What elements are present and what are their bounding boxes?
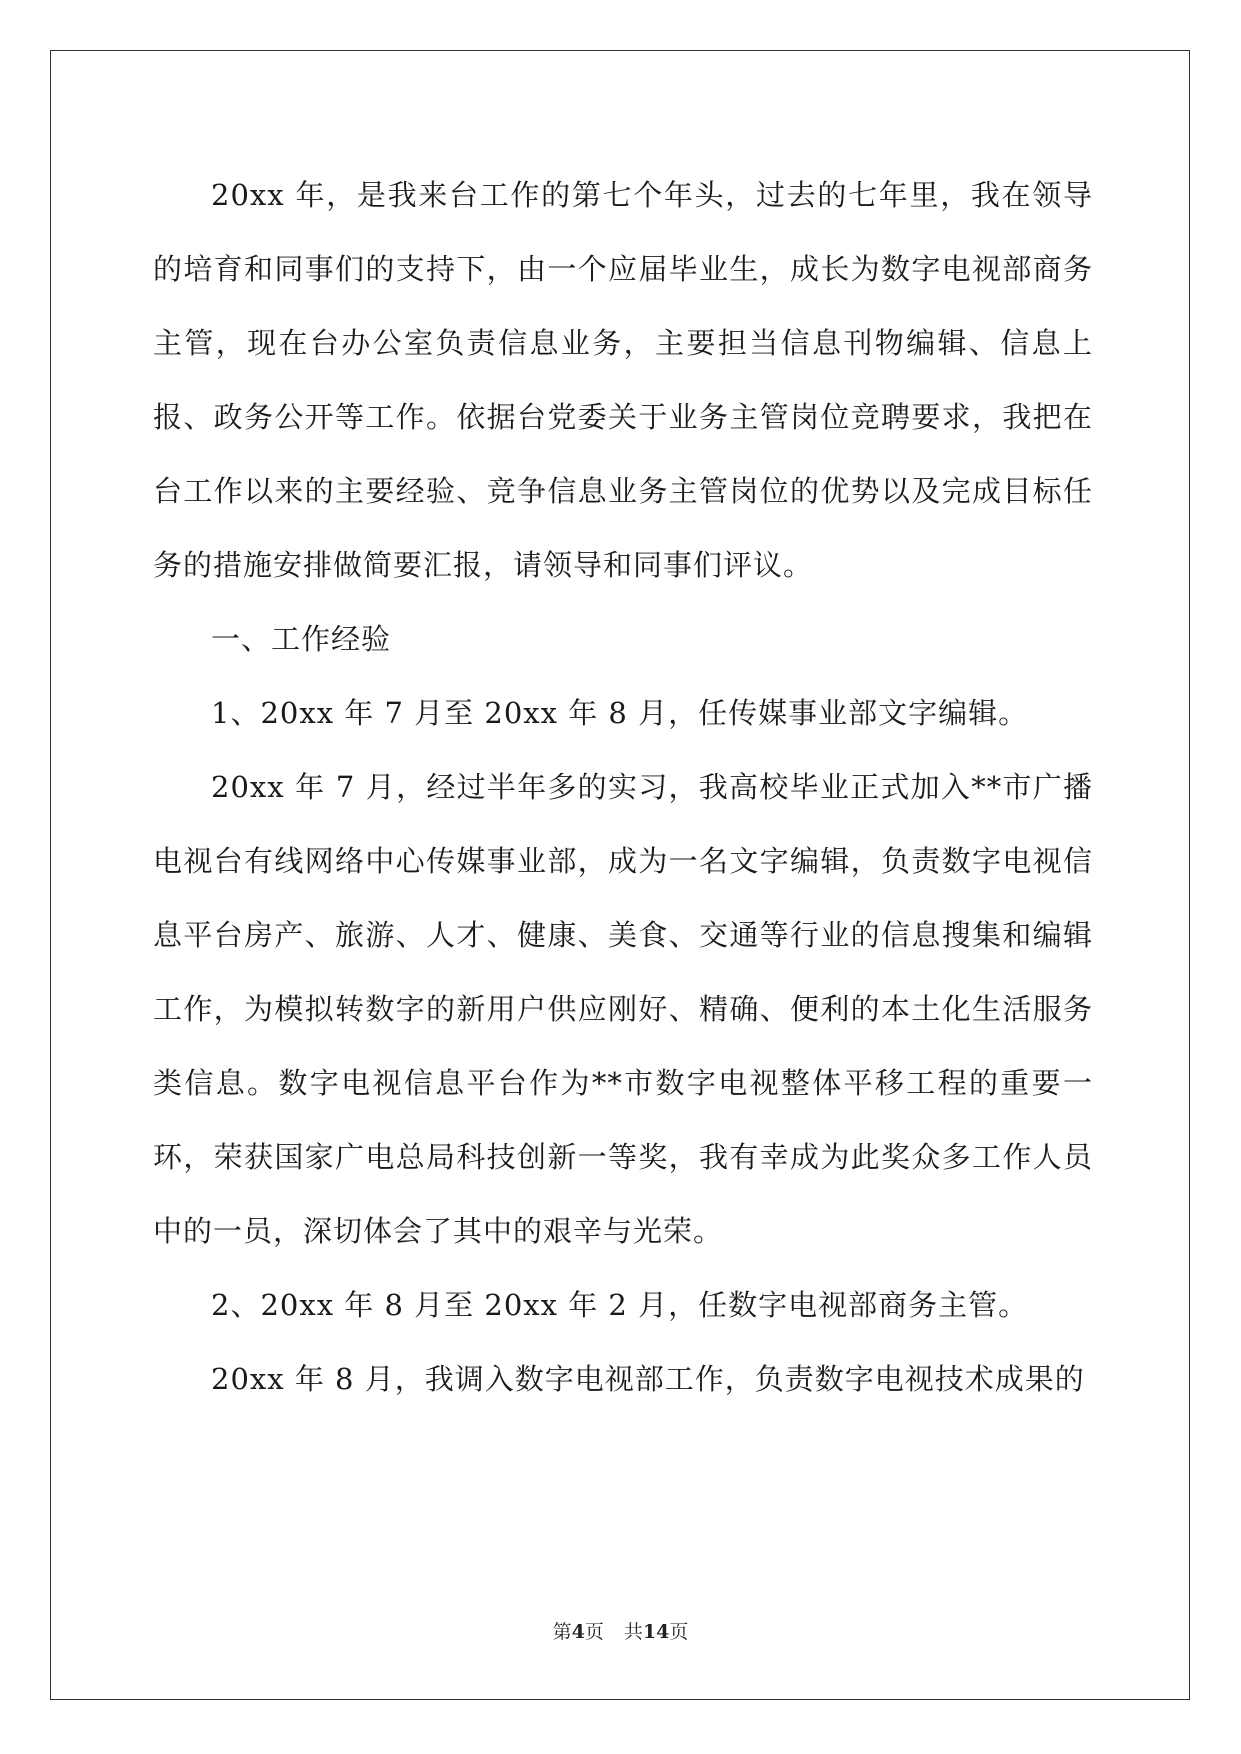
footer-total-prefix: 共 — [623, 1621, 643, 1643]
page-number: 4 — [571, 1621, 585, 1643]
paragraph-intro: 20xx 年，是我来台工作的第七个年头，过去的七年里，我在领导的培育和同事们的支持下，由一个应届毕业生，成长为数字电视部商务主管，现在台办公室负责信息业务，主要担当信息刊物编辑、信息上报、政务公开等工作。依据台党委关于业务主管岗位竞聘要求，我把在台工作以来的主要经验、竞争信息业务主管岗位的优势以及完成目标任务的措施安排做简要汇报，请领导和同事们评议。 — [153, 178, 1093, 582]
list-item-heading: 2、20xx 年 8 月至 20xx 年 2 月，任数字电视部商务主管。 — [211, 1288, 1029, 1322]
footer-page-suffix: 页 — [584, 1621, 604, 1643]
footer-total-suffix: 页 — [669, 1621, 689, 1643]
paragraph-body: 20xx 年 7 月，经过半年多的实习，我高校毕业正式加入**市广播电视台有线网络中心传媒事业部，成为一名文字编辑，负责数字电视信息平台房产、旅游、人才、健康、美食、交通等行业的信息搜集和编辑工作，为模拟转数字的新用户供应刚好、精确、便利的本土化生活服务类信息。数字电视信息平台作为**市数字电视整体平移工程的重要一环，荣获国家广电总局科技创新一等奖，我有幸成为此奖众多工作人员中的一员，深切体会了其中的艰辛与光荣。 — [153, 770, 1093, 1248]
section-heading: 一、工作经验 — [211, 622, 392, 656]
list-item-heading: 1、20xx 年 7 月至 20xx 年 8 月，任传媒事业部文字编辑。 — [211, 696, 1029, 730]
page-footer — [0, 1617, 1241, 1644]
document-body — [153, 158, 1093, 1416]
paragraph-body: 20xx 年 8 月，我调入数字电视部工作，负责数字电视技术成果的 — [211, 1362, 1085, 1396]
total-pages: 14 — [642, 1621, 670, 1643]
footer-prefix: 第 — [552, 1621, 572, 1643]
